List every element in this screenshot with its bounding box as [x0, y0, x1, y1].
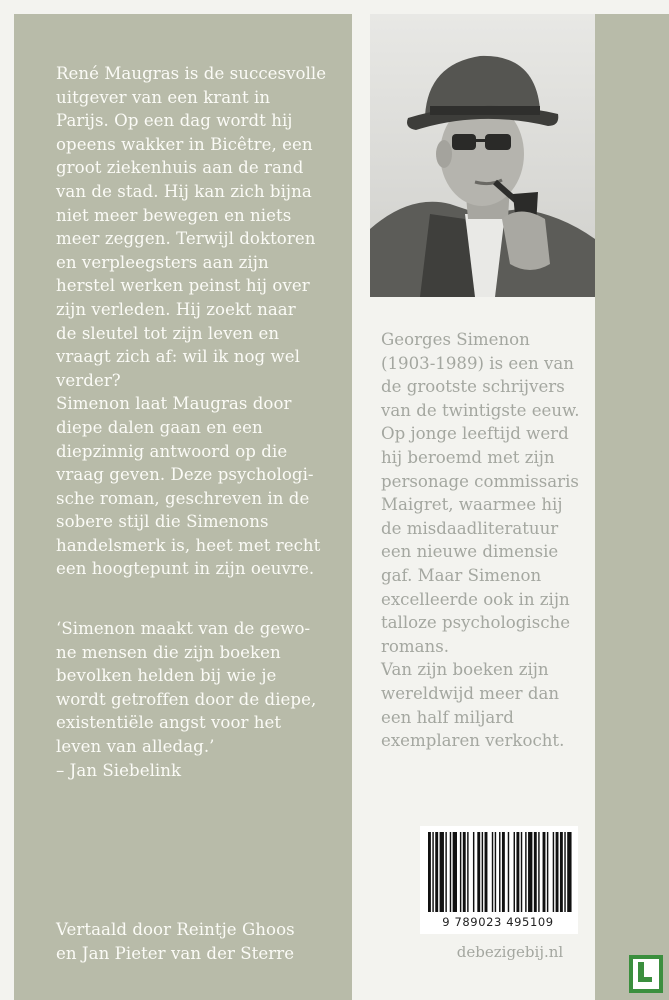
bio-line: Georges Simenon [381, 330, 530, 349]
quote-line: existentiële angst voor het [56, 713, 282, 733]
publisher-website: debezigebij.nl [456, 943, 564, 961]
blurb-line: vraagt zich af: wil ik nog wel [56, 347, 300, 367]
quote-attribution: – Jan Siebelink [56, 760, 182, 780]
bio-line: romans. [381, 636, 450, 656]
blurb-line: Simenon laat Maugras door [56, 394, 292, 414]
bio-line: talloze psychologische [381, 613, 571, 633]
author-photo [370, 14, 595, 297]
quote-line: bevolken helden bij wie je [56, 666, 277, 686]
isbn-number: 9 789023 495109 [442, 915, 554, 929]
bio-line: Maigret, waarmee hij [381, 495, 563, 515]
blurb-line: sche roman, geschreven in de [56, 488, 310, 508]
publisher-logo [629, 955, 663, 993]
bio-line: personage commissaris [381, 471, 579, 491]
blurb-line: en verpleegsters aan zijn [56, 252, 269, 272]
quote-line: ‘Simenon maakt van de gewo- [56, 619, 311, 638]
bio-line: gaf. Maar Simenon [381, 565, 542, 585]
blurb-line: uitgever van een krant in [56, 87, 271, 107]
bio-line: exemplaren verkocht. [381, 731, 565, 751]
blurb-line: meer zeggen. Terwijl doktoren [56, 229, 316, 249]
right-color-strip [595, 14, 669, 1000]
translator-line: Vertaald door Reintje Ghoos [56, 920, 295, 939]
bio-line: een half miljard [381, 707, 514, 727]
blurb-line: groot ziekenhuis aan de rand [56, 158, 304, 178]
author-bio [381, 328, 596, 753]
blurb-line: van de stad. Hij kan zich bijna [56, 181, 312, 201]
quote-line: leven van alledag.’ [56, 736, 215, 756]
blurb-line: vraag geven. Deze psychologi- [56, 465, 314, 485]
blurb-line: een hoogtepunt in zijn oeuvre. [56, 559, 315, 579]
bio-line: Van zijn boeken zijn [381, 660, 549, 680]
quote-line: wordt getroffen door de diepe, [56, 689, 317, 709]
review-quote [56, 617, 356, 782]
blurb-text [56, 62, 356, 581]
blurb-line: diepzinnig antwoord op die [56, 441, 288, 461]
bio-line: de grootste schrijvers [381, 377, 565, 397]
blurb-line: René Maugras is de succesvolle [56, 64, 327, 83]
quote-line: ne mensen die zijn boeken [56, 642, 281, 662]
blurb-line: handelsmerk is, heet met recht [56, 535, 321, 555]
blurb-line: opeens wakker in Bicêtre, een [56, 134, 313, 154]
translator-line: en Jan Pieter van der Sterre [56, 943, 295, 963]
blurb-line: de sleutel tot zijn leven en [56, 323, 280, 343]
blurb-line: verder? [56, 370, 121, 390]
bio-line: van de twintigste eeuw. [381, 400, 580, 420]
translator-credit [56, 918, 356, 965]
blurb-line: herstel werken peinst hij over [56, 276, 310, 296]
blurb-line: niet meer bewegen en niets [56, 205, 292, 225]
bio-line: de misdaadliteratuur [381, 518, 559, 538]
bio-line: hij beroemd met zijn [381, 447, 555, 467]
blurb-line: Parijs. Op een dag wordt hij [56, 111, 293, 131]
blurb-line: sobere stijl die Simenons [56, 512, 269, 532]
blurb-line: zijn verleden. Hij zoekt naar [56, 299, 296, 319]
bio-line: Op jonge leeftijd werd [381, 424, 569, 444]
bio-line: een nieuwe dimensie [381, 542, 559, 562]
blurb-line: diepe dalen gaan en een [56, 417, 263, 437]
bio-line: excelleerde ook in zijn [381, 589, 570, 609]
bio-line: wereldwijd meer dan [381, 683, 560, 703]
bio-line: (1903-1989) is een van [381, 353, 574, 373]
